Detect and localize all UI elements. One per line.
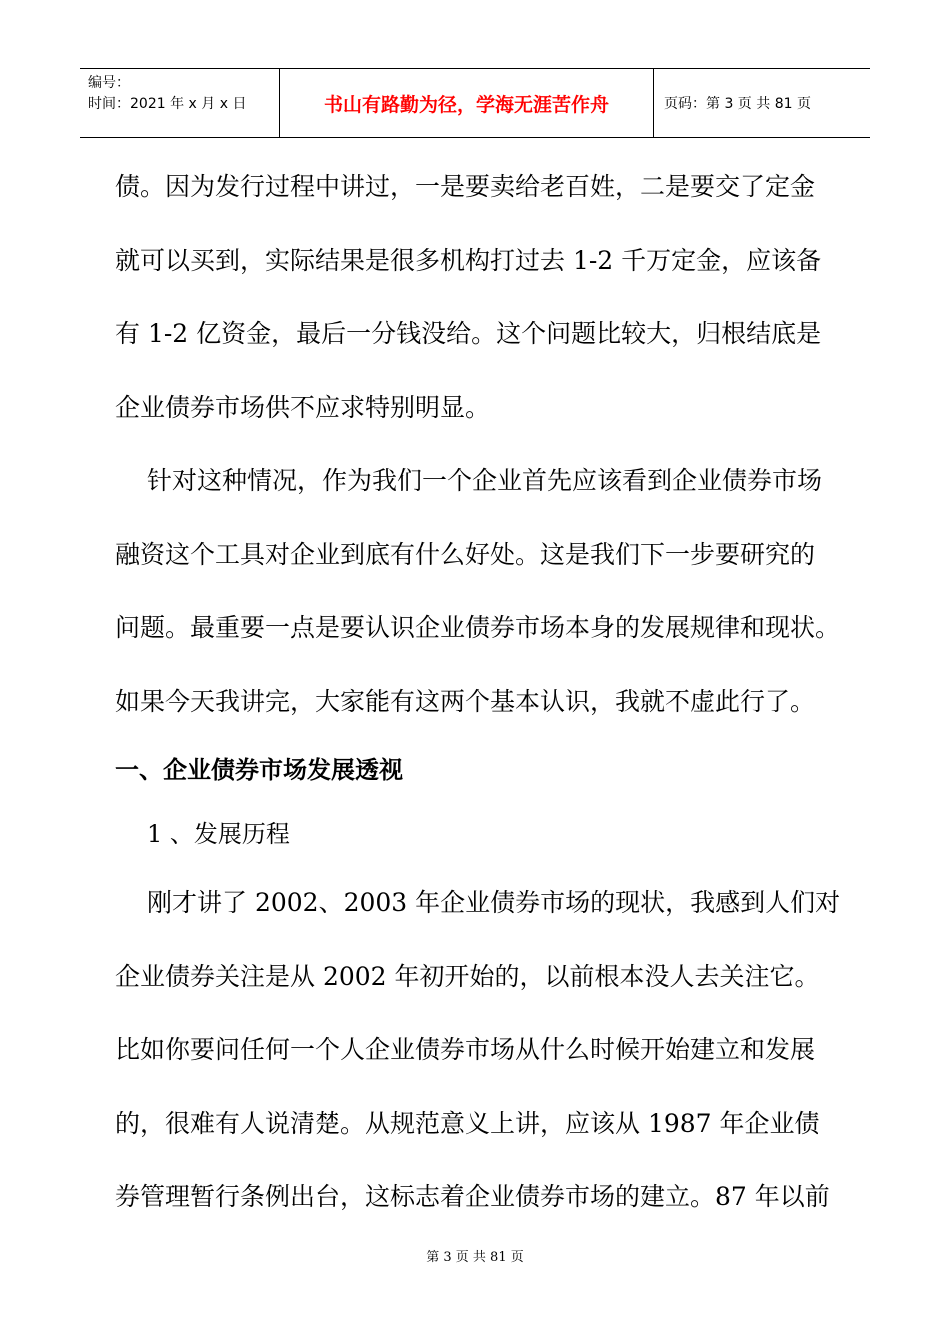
body-line: 债。因为发行过程中讲过，一是要卖给老百姓，二是要交了定金 [115,172,816,201]
body-line: 有 1-2 亿资金，最后一分钱没给。这个问题比较大，归根结底是 [115,319,822,348]
section-heading: 一、企业债券市场发展透视 [115,756,403,784]
number-label: 编号： [88,75,130,91]
body-line: 比如你要问任何一个人企业债券市场从什么时候开始建立和发展 [115,1035,816,1064]
body-line: 企业债券市场供不应求特别明显。 [115,392,491,422]
page-footer: 第 3 页 共 81 页 [426,1250,524,1265]
header-motto: 书山有路勤为径，学海无涯苦作舟 [280,69,654,137]
header-left-cell [80,69,280,137]
body-line: 企业债券关注是从 2002 年初开始的，以前根本没人去关注它。 [115,961,820,991]
document-body [115,150,855,1234]
header-page-info: 页码：第 3 页 共 81 页 [664,96,811,112]
body-line: 融资这个工具对企业到底有什么好处。这是我们下一步要研究的 [115,539,816,569]
body-line: 券管理暂行条例出台，这标志着企业债券市场的建立。87 年以前 [115,1182,830,1211]
body-line: 问题。最重要一点是要认识企业债券市场本身的发展规律和现状。 [115,613,841,642]
subsection-heading: 1 、发展历程 [147,820,290,848]
body-line: 就可以买到，实际结果是很多机构打过去 1-2 千万定金，应该备 [115,245,822,275]
page-header [80,68,870,138]
date-label: 时间：2021 年 x 月 x 日 [88,96,247,112]
body-line: 刚才讲了 2002、2003 年企业债券市场的现状，我感到人们对 [147,888,841,917]
body-line: 如果今天我讲完，大家能有这两个基本认识，我就不虚此行了。 [115,686,816,716]
body-line: 的，很难有人说清楚。从规范意义上讲，应该从 1987 年企业债 [115,1108,820,1138]
body-line: 针对这种情况，作为我们一个企业首先应该看到企业债券市场 [147,466,823,495]
